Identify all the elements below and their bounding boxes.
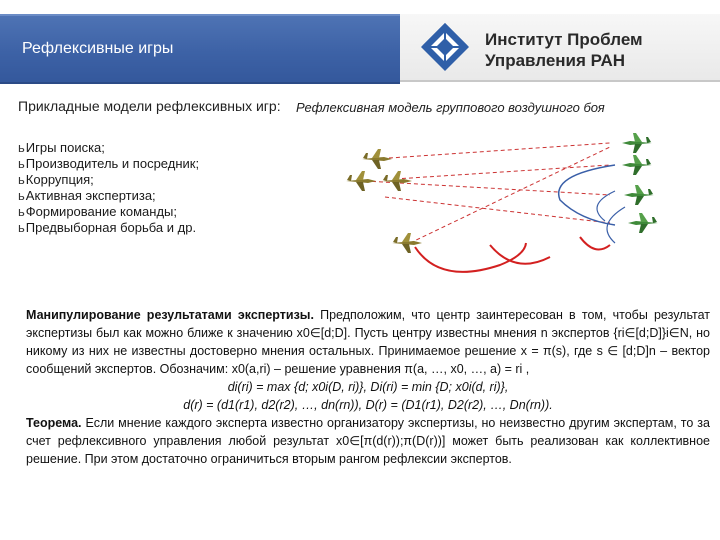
- pursuit-arc: [415, 243, 526, 272]
- list-item: [18, 220, 199, 236]
- list-item-text: Коррупция;: [25, 172, 94, 187]
- evasion-trajectory: [607, 207, 625, 243]
- aircraft-icon: [382, 171, 412, 191]
- guidance-line: [375, 143, 610, 159]
- list-item: [18, 172, 199, 188]
- guidance-line: [410, 147, 610, 243]
- guidance-line: [365, 181, 610, 195]
- ipu-ran-logo-icon: [418, 20, 472, 74]
- guidance-line: [385, 197, 610, 223]
- list-item-text: Предвыборная борьба и др.: [25, 220, 197, 235]
- manipulation-text: Предположим, что центр заинтересован в том, чтобы результат экспертизы был как можно ближе к значению x0∈[d;D]. Пусть центру известны мнения n экспертов {ri∈[d;D]}i∈N, но никому из них не известны достоверно мнения остальных. Принимаемое решение x = π(s), где s ∈ [d;D]n – вектор сообщений экспертов. Обозначим: x0(a,ri) – решение уравнения π(a, …, x0, …, a) = ri ,: [26, 308, 710, 376]
- aircraft-icon: [346, 171, 376, 191]
- list-item-text: Производитель и посредник;: [25, 156, 200, 171]
- models-list: [18, 140, 199, 236]
- slide-title: Рефлексивные игры: [22, 40, 174, 57]
- theorem-paragraph: [26, 414, 710, 468]
- diagram-title: Рефлексивная модель группового воздушного боя: [296, 100, 605, 115]
- fighter-jet-icon: [622, 155, 652, 175]
- list-item-text: Активная экспертиза;: [25, 188, 156, 203]
- list-item-text: Формирование команды;: [25, 204, 178, 219]
- list-item-text: Игры поиска;: [25, 140, 105, 155]
- institute-name-line1: Институт Проблем: [485, 30, 643, 49]
- guidance-line: [395, 165, 610, 179]
- formula-bounds: di(ri) = max {d; x0i(D, ri)}, Di(ri) = min {D; x0i(d, ri)},: [227, 380, 509, 394]
- formula-vectors: d(r) = (d1(r1), d2(r2), …, dn(rn)), D(r) = (D1(r1), D2(r2), …, Dn(rn)).: [183, 398, 553, 412]
- bullet-glyph: ь: [18, 156, 25, 171]
- theorem-heading: Теорема.: [26, 416, 82, 430]
- list-item: [18, 188, 199, 204]
- institute-name-line2: Управления РАН: [485, 51, 626, 70]
- bullet-glyph: ь: [18, 188, 25, 203]
- bullet-glyph: ь: [18, 220, 25, 235]
- pursuit-arc: [580, 237, 610, 250]
- list-item: [18, 204, 199, 220]
- fighter-jet-icon: [624, 185, 654, 205]
- theorem-text: Если мнение каждого эксперта известно организатору экспертизы, но неизвестно другим экспертам, то за счет рефлексивного управления любой результат x0∈[π(d(r));π(D(r))] может быть реализован как коллективное решение. При этом достаточно ограничиться вторым рангом рефлексии экспертов.: [26, 416, 710, 466]
- manipulation-heading: Манипулирование результатами экспертизы.: [26, 308, 314, 322]
- bullet-glyph: ь: [18, 204, 25, 219]
- fighter-jet-icon: [628, 213, 658, 233]
- bullet-glyph: ь: [18, 172, 25, 187]
- bullet-glyph: ь: [18, 140, 25, 155]
- list-item: [18, 156, 199, 172]
- air-combat-diagram: [340, 125, 720, 285]
- list-item: [18, 140, 199, 156]
- models-heading: Прикладные модели рефлексивных игр:: [18, 98, 281, 114]
- body-text: [26, 306, 710, 468]
- manipulation-paragraph: [26, 306, 710, 378]
- aircraft-icon: [362, 149, 392, 169]
- fighter-jet-icon: [622, 133, 652, 153]
